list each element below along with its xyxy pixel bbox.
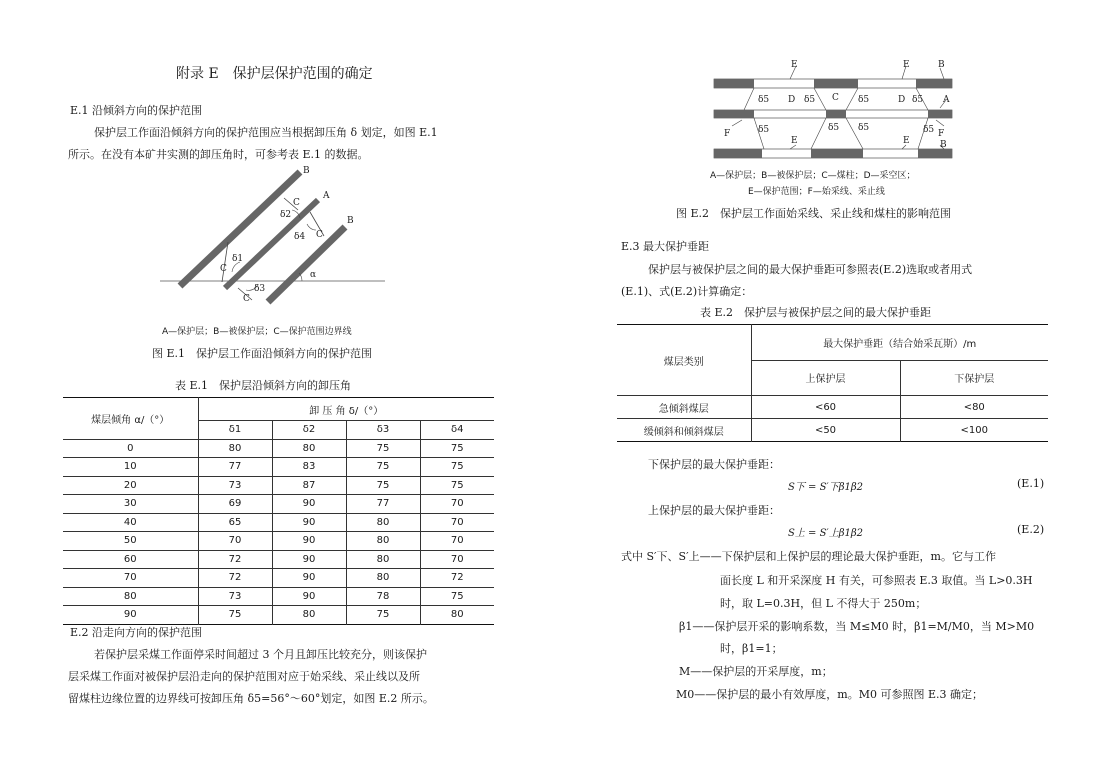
table1-cell: 90 [272, 569, 346, 588]
fig1-label-c-bottom: C [243, 294, 250, 304]
figure-e1-diagram [160, 160, 400, 310]
table2-cell: <100 [900, 419, 1048, 442]
fig2-label-f: F [938, 129, 945, 139]
fig2-label-delta5: δ5 [858, 123, 870, 133]
fig2-label-e: E [791, 136, 798, 146]
table1-cell: 80 [123, 590, 137, 602]
table1-cell: 75 [420, 439, 494, 458]
table1-cell: 80 [198, 439, 272, 458]
table1-cell: 90 [123, 609, 137, 621]
definition-s-line1: 式中 S′下、S′上——下保护层和上保护层的理论最大保护垂距，m。它与工作 [621, 550, 996, 563]
fig1-legend: A—保护层；B—被保护层；C—保护范围边界线 [162, 327, 352, 337]
table1-cell: 70 [198, 532, 272, 551]
definition-beta1-line1: β1——保护层开采的影响系数，当 M≤M0 时，β1=M/M0，当 M>M0 [679, 620, 1035, 633]
fig1-label-b-top: B [303, 166, 310, 176]
fig2-label-d: D [898, 95, 906, 105]
fig2-label-delta5: δ5 [923, 125, 935, 135]
section-e3-heading: E.3 最大保护垂距 [621, 240, 710, 253]
table1-row [63, 569, 494, 588]
table1-cell: 40 [123, 516, 137, 528]
formula-e1-number: (E.1) [1017, 477, 1045, 490]
fig2-label-delta5: δ5 [758, 95, 770, 105]
fig1-caption: 图 E.1 保护层工作面沿倾斜方向的保护范围 [152, 347, 373, 360]
table1-subheader: δ3 [346, 421, 420, 440]
table1-subheader: δ2 [272, 421, 346, 440]
fig2-label-c: C [832, 93, 839, 103]
fig1-label-b-right: B [347, 216, 354, 226]
table1-caption: 表 E.1 保护层沿倾斜方向的卸压角 [175, 379, 352, 392]
table1-cell: 0 [127, 442, 134, 454]
fig2-label-a: A [943, 95, 950, 105]
definition-m: M——保护层的开采厚度，m； [679, 665, 833, 678]
table1-cell: 90 [272, 550, 346, 569]
table1-cell: 87 [272, 476, 346, 495]
fig1-label-delta2: δ2 [280, 210, 292, 220]
appendix-title: 附录 E 保护层保护范围的确定 [176, 66, 373, 82]
formula-e1: S下 = S′下β1β2 [788, 482, 863, 493]
fig2-caption: 图 E.2 保护层工作面始采线、采止线和煤柱的影响范围 [676, 207, 952, 220]
table1-row [63, 550, 494, 569]
table1-cell: 60 [123, 553, 137, 565]
table1-cell: 77 [198, 458, 272, 477]
e3-paragraph-line1: 保护层与被保护层之间的最大保护垂距可参照表(E.2)选取或者用式 [648, 263, 973, 276]
table1-cell: 75 [420, 587, 494, 606]
table1-cell: 75 [346, 606, 420, 625]
protective-seam [225, 200, 318, 288]
table1-cell: 80 [346, 569, 420, 588]
fig2-label-delta5: δ5 [804, 95, 816, 105]
e1-paragraph-line1: 保护层工作面沿倾斜方向的保护范围应当根据卸压角 δ 划定，如图 E.1 [94, 126, 438, 139]
table1-cell: 80 [346, 513, 420, 532]
table1-row [63, 495, 494, 514]
table1-cell: 72 [420, 569, 494, 588]
table1-subheader: δ1 [198, 421, 272, 440]
section-e1-heading: E.1 沿倾斜方向的保护范围 [70, 104, 203, 117]
table1-cell: 72 [198, 569, 272, 588]
fig2-label-f: F [724, 129, 731, 139]
formula-e2: S上 = S′上β1β2 [788, 528, 863, 539]
table1-cell: 75 [346, 458, 420, 477]
fig2-label-delta5: δ5 [758, 125, 770, 135]
e2-paragraph-line3: 留煤柱边缘位置的边界线可按卸压角 δ5=56°～60°划定，如图 E.2 所示。 [68, 692, 434, 705]
table1-cell: 70 [420, 513, 494, 532]
fig2-label-b: B [938, 60, 945, 70]
table1-cell: 90 [272, 587, 346, 606]
table1-cell: 73 [198, 476, 272, 495]
table1-cell: 70 [420, 532, 494, 551]
fig1-label-a: A [323, 191, 330, 201]
definition-m0: M0——保护层的最小有效厚度，m。M0 可参照图 E.3 确定； [676, 688, 983, 701]
fig2-label-delta5: δ5 [858, 95, 870, 105]
table1-header-dip-angle: 煤层倾角 α/（°） [91, 414, 170, 426]
e1-paragraph-line2: 所示。在没有本矿井实测的卸压角时，可参考表 E.1 的数据。 [68, 148, 369, 161]
fig2-legend-line1: A—保护层；B—被保护层；C—煤柱；D—采空区； [710, 171, 916, 181]
table1-row [63, 587, 494, 606]
fig2-label-d: D [788, 95, 796, 105]
fig1-label-delta3: δ3 [254, 284, 266, 294]
table1-cell: 70 [420, 495, 494, 514]
fig2-legend-line2: E—保护范围；F—始采线、采止线 [748, 187, 885, 197]
table1-cell: 78 [346, 587, 420, 606]
table1-cell: 75 [346, 439, 420, 458]
table1-cell: 73 [198, 587, 272, 606]
e2-paragraph-line2: 层采煤工作面对被保护层沿走向的保护范围对应于始采线、采止线以及所 [68, 670, 420, 683]
table2-cell: <50 [751, 419, 900, 442]
table2-caption: 表 E.2 保护层与被保护层之间的最大保护垂距 [700, 306, 932, 319]
table1-row [63, 476, 494, 495]
table1-cell: 90 [272, 495, 346, 514]
formula-e2-number: (E.2) [1017, 523, 1045, 536]
table1-cell: 77 [346, 495, 420, 514]
table1-cell: 83 [272, 458, 346, 477]
table2-cell: 急倾斜煤层 [658, 403, 709, 415]
fig1-label-c-top: C [293, 198, 300, 208]
table2-subheader-upper: 上保护层 [751, 360, 900, 396]
table2-header-max-distance: 最大保护垂距（结合始采瓦斯）/m [751, 325, 1048, 361]
fig2-label-delta5: δ5 [912, 95, 924, 105]
table2-body [617, 396, 1048, 442]
table1-cell: 75 [420, 458, 494, 477]
table1-cell: 90 [272, 532, 346, 551]
fig2-label-e: E [903, 60, 910, 70]
figure-e2-diagram [708, 58, 958, 166]
fig2-label-delta5: δ5 [828, 123, 840, 133]
table1-row [63, 513, 494, 532]
table2-row [617, 419, 1048, 442]
table1-cell: 70 [420, 550, 494, 569]
table1-cell: 10 [123, 461, 137, 473]
upper-protected-seam [180, 172, 300, 286]
definition-s-line3: 时，取 L=0.3H，但 L 不得大于 250m； [720, 597, 927, 610]
table1-cell: 50 [123, 535, 137, 547]
table1-header-relief-angle: 卸 压 角 δ/（°） [198, 398, 494, 421]
table2-row [617, 396, 1048, 419]
fig1-label-c-left: C [220, 264, 227, 274]
table1-cell: 75 [346, 476, 420, 495]
table1-cell: 90 [272, 513, 346, 532]
table2-cell: 缓倾斜和倾斜煤层 [643, 426, 724, 438]
table1-cell: 65 [198, 513, 272, 532]
table1-row [63, 606, 494, 625]
fig1-label-delta4: δ4 [294, 232, 306, 242]
e3-paragraph-line2: (E.1)、式(E.2)计算确定： [621, 285, 753, 298]
table1-cell: 20 [123, 479, 137, 491]
table2-header-seam-type: 煤层类别 [663, 356, 704, 368]
e2-paragraph-line1: 若保护层采煤工作面停采时间超过 3 个月且卸压比较充分，则该保护 [94, 648, 427, 661]
fig2-label-e: E [791, 60, 798, 70]
table1-subheader: δ4 [420, 421, 494, 440]
table2-cell: <60 [751, 396, 900, 419]
table1-cell: 80 [272, 439, 346, 458]
section-e2-heading: E.2 沿走向方向的保护范围 [70, 626, 203, 639]
upper-distance-label: 上保护层的最大保护垂距： [648, 504, 780, 517]
table1-cell: 80 [346, 550, 420, 569]
fig1-label-alpha: α [310, 270, 317, 280]
table1-cell: 80 [272, 606, 346, 625]
table1-cell: 30 [123, 498, 137, 510]
table1-cell: 75 [420, 476, 494, 495]
fig2-label-e: E [903, 136, 910, 146]
lower-distance-label: 下保护层的最大保护垂距： [648, 458, 780, 471]
table1-cell: 75 [198, 606, 272, 625]
fig1-label-delta1: δ1 [232, 254, 244, 264]
table1-row [63, 532, 494, 551]
table1-body [63, 439, 494, 624]
table1-cell: 80 [420, 606, 494, 625]
table-e1 [63, 397, 494, 625]
table1-cell: 70 [123, 572, 137, 584]
table1-cell: 69 [198, 495, 272, 514]
fig2-label-b: B [940, 140, 947, 150]
table2-cell: <80 [900, 396, 1048, 419]
table2-subheader-lower: 下保护层 [900, 360, 1048, 396]
table1-cell: 80 [346, 532, 420, 551]
definition-beta1-line2: 时，β1=1； [720, 642, 783, 655]
table1-row [63, 439, 494, 458]
table-e2 [617, 324, 1048, 442]
table1-row [63, 458, 494, 477]
fig1-label-c-right: C [316, 230, 323, 240]
definition-s-line2: 面长度 L 和开采深度 H 有关，可参照表 E.3 取值。当 L>0.3H [720, 574, 1033, 587]
table1-cell: 72 [198, 550, 272, 569]
